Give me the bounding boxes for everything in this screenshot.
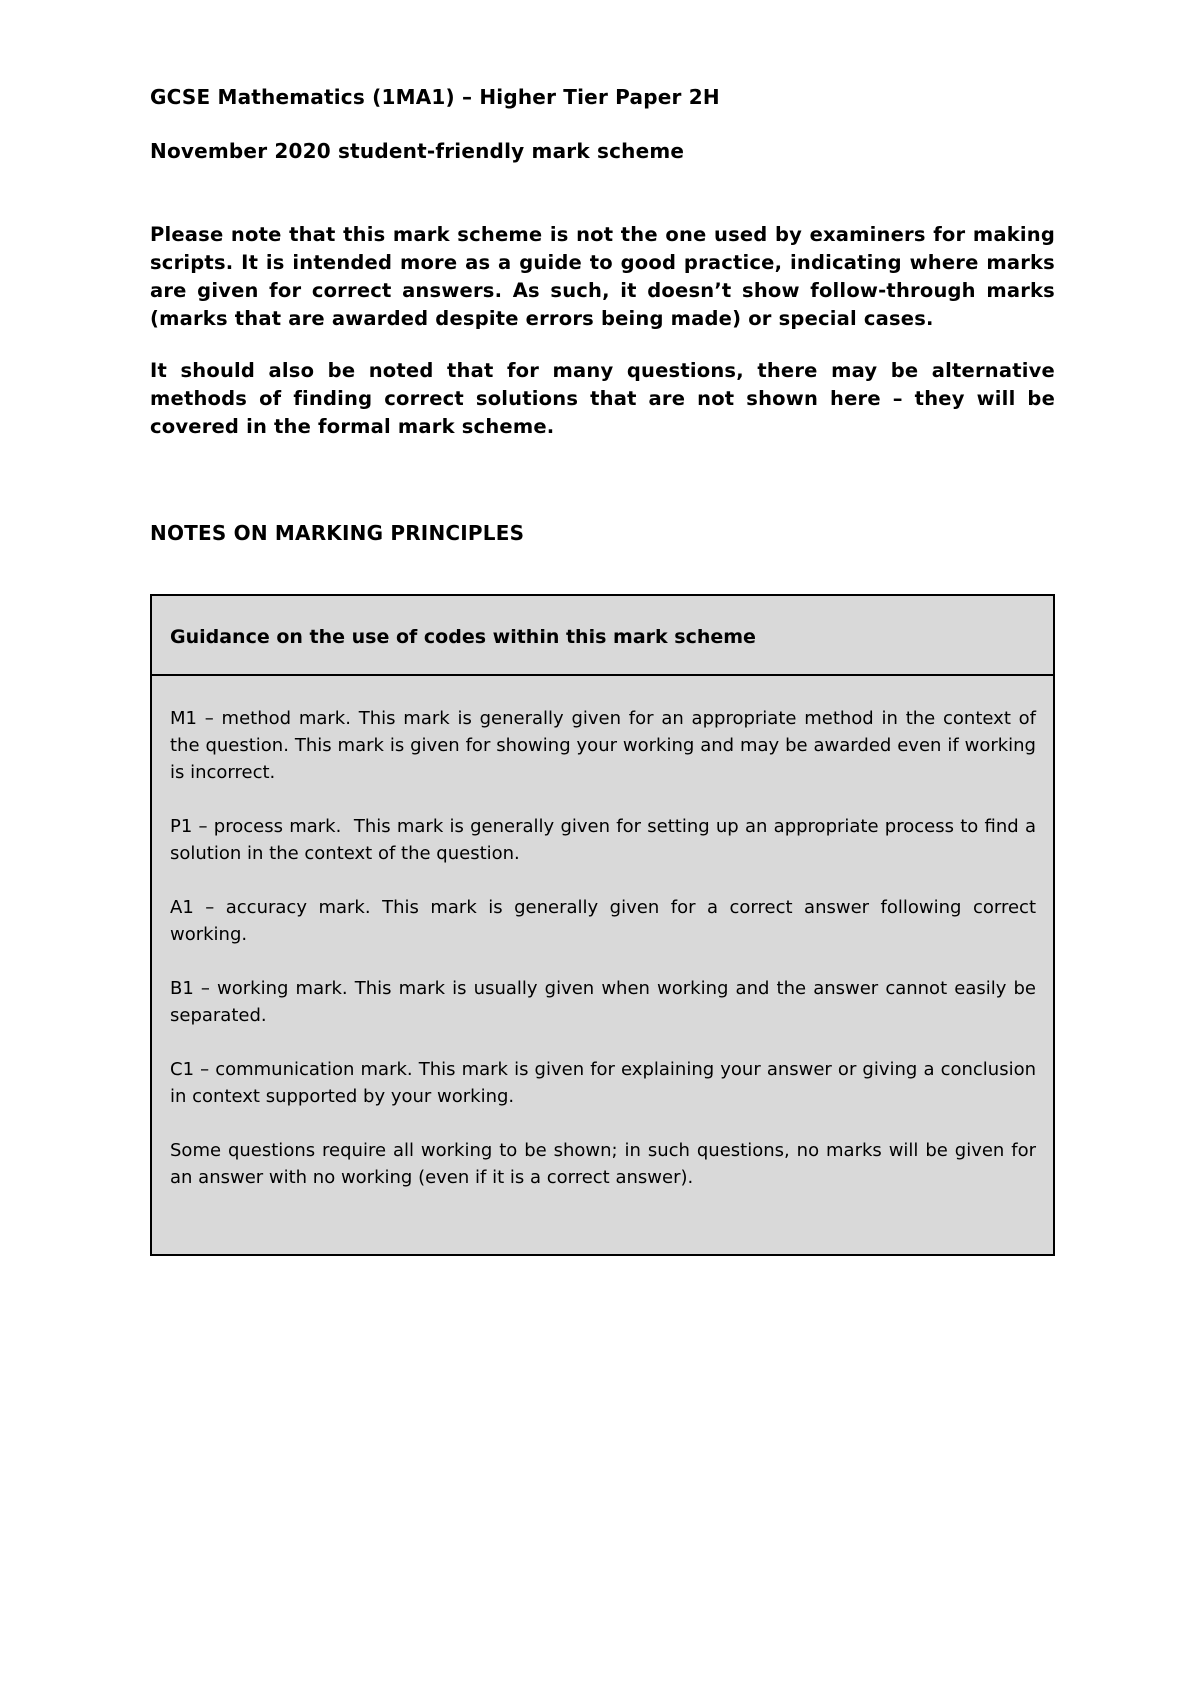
guidance-paragraph: B1 – working mark. This mark is usually given when working and the answer cannot easily be separated. <box>170 978 1042 1026</box>
guidance-box-body <box>152 676 1053 1254</box>
guidance-box <box>150 594 1055 1256</box>
intro-paragraph: It should also be noted that for many questions, there may be alternative methods of finding correct solutions that are not shown here – they will be covered in the formal mark scheme. <box>150 359 1055 438</box>
guidance-paragraph: Some questions require all working to be shown; in such questions, no marks will be given for an answer with no working (even if it is a correct answer). <box>170 1140 1042 1188</box>
page-title: GCSE Mathematics (1MA1) – Higher Tier Paper 2H <box>150 85 720 109</box>
guidance-paragraph: A1 – accuracy mark. This mark is generally given for a correct answer following correct working. <box>170 897 1042 945</box>
page-subtitle: November 2020 student-friendly mark scheme <box>150 139 685 163</box>
intro-paragraphs <box>150 221 1055 441</box>
guidance-box-header-text: Guidance on the use of codes within this mark scheme <box>170 626 756 648</box>
intro-paragraph: Please note that this mark scheme is not the one used by examiners for making scripts. It is intended more as a guide to good practice, indicating where marks are given for correct answers. As such, it doesn’t show follow-through marks (marks that are awarded despite errors being made) or special cases. <box>150 223 1055 330</box>
guidance-box-header <box>152 596 1053 676</box>
guidance-paragraph: C1 – communication mark. This mark is given for explaining your answer or giving a conclusion in context supported by your working. <box>170 1059 1042 1107</box>
guidance-paragraph: M1 – method mark. This mark is generally given for an appropriate method in the context of the question. This mark is given for showing your working and may be awarded even if working is incorrect. <box>170 708 1042 783</box>
section-heading: NOTES ON MARKING PRINCIPLES <box>150 521 525 545</box>
guidance-paragraph: P1 – process mark. This mark is generally given for setting up an appropriate process to find a solution in the context of the question. <box>170 816 1042 864</box>
